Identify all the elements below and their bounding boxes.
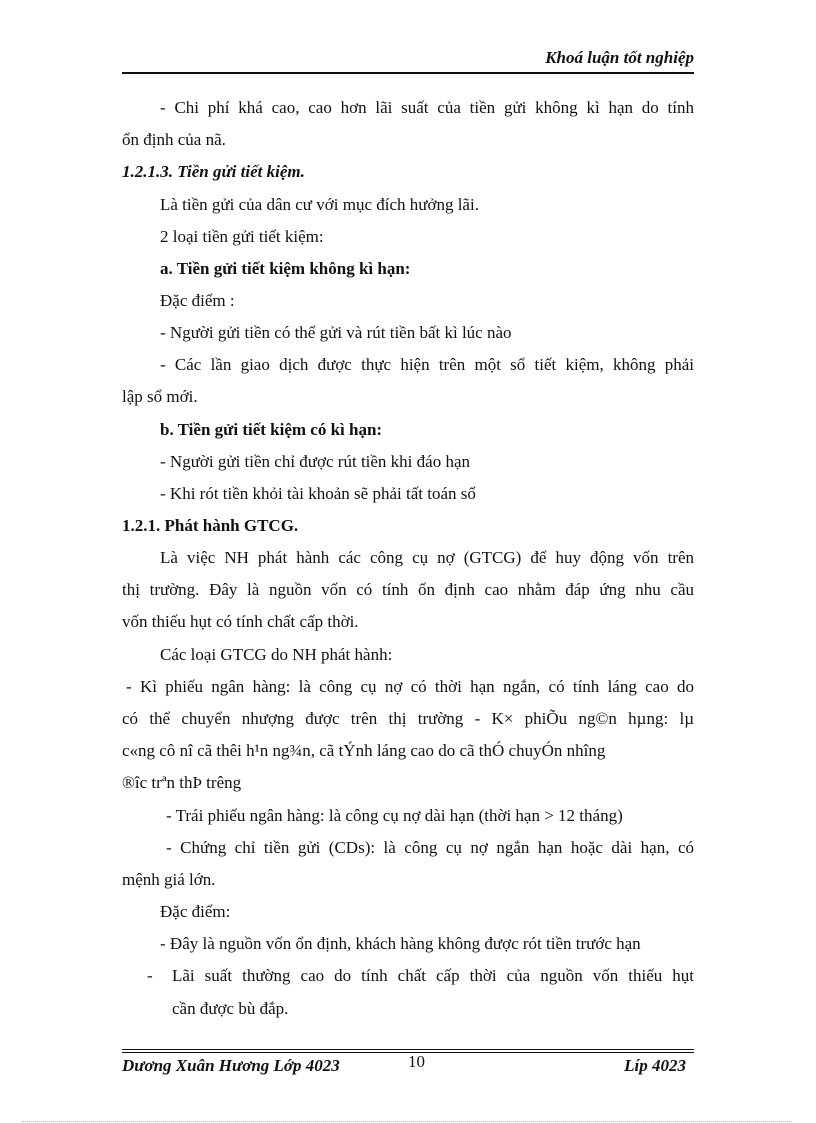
paragraph-line: ổn định của nã. [122, 130, 226, 149]
paragraph-line: lập sổ mới. [122, 387, 198, 406]
paragraph-line: Đặc điểm : [160, 291, 235, 310]
paragraph-line: Các loại GTCG do NH phát hành: [160, 645, 393, 664]
paragraph-line: mệnh giá lớn. [122, 870, 216, 889]
paragraph-line: ®îc trªn thÞ trêng [122, 773, 242, 792]
list-dash: - [147, 966, 153, 985]
page-border [22, 1121, 792, 1122]
section-heading: 1.2.1. Phát hành GTCG. [122, 516, 299, 535]
paragraph-line: 2 loại tiền gửi tiết kiệm: [160, 227, 324, 246]
header-title: Khoá luận tốt nghiệp [545, 48, 694, 67]
paragraph-line: vốn thiếu hụt có tính chất cấp thời. [122, 612, 359, 631]
paragraph-line: - Các lần giao dịch được thực hiện trên một sổ tiết kiệm, không phải [160, 355, 694, 374]
footer-author: Dương Xuân Hương Lớp 4023 [122, 1056, 340, 1075]
subsection-heading: b. Tiền gửi tiết kiệm có kì hạn: [160, 420, 383, 439]
paragraph-line: - Người gửi tiền có thể gửi và rút tiền bất kì lúc nào [160, 323, 512, 342]
paragraph-line: thị trường. Đây là nguồn vốn có tính ổn định cao nhằm đáp ứng nhu cầu [122, 580, 694, 599]
paragraph-line: Là tiền gửi của dân cư với mục đích hưởng lãi. [160, 195, 479, 214]
paragraph-line: - Khi rót tiền khỏi tài khoản sẽ phải tất toán sổ [160, 484, 476, 503]
paragraph-line: - Trái phiếu ngân hàng: là công cụ nợ dài hạn (thời hạn > 12 tháng) [166, 806, 623, 825]
subsection-heading: a. Tiền gửi tiết kiệm không kì hạn: [160, 259, 411, 278]
header-rule [122, 72, 694, 74]
paragraph-line: - Chi phí khá cao, cao hơn lãi suất của tiền gửi không kì hạn do tính [160, 98, 694, 117]
footer-rule [122, 1049, 694, 1050]
paragraph-line: Là việc NH phát hành các công cụ nợ (GTCG) để huy động vốn trên [160, 548, 694, 567]
paragraph-line: Lãi suất thường cao do tính chất cấp thời của nguồn vốn thiếu hụt [172, 966, 694, 985]
page-number: 10 [408, 1052, 425, 1071]
paragraph-line: - Chứng chỉ tiền gửi (CDs): là công cụ nợ ngắn hạn hoặc dài hạn, có [166, 838, 694, 857]
paragraph-line: Đặc điểm: [160, 902, 231, 921]
paragraph-line: cần được bù đắp. [172, 999, 289, 1018]
paragraph-line: - Kì phiếu ngân hàng: là công cụ nợ có thời hạn ngắn, có tính láng cao do [126, 677, 694, 696]
section-heading: 1.2.1.3. Tiền gửi tiết kiệm. [122, 162, 305, 181]
footer-class: Líp 4023 [624, 1056, 686, 1075]
paragraph-line: - Đây là nguồn vốn ổn định, khách hàng không được rót tiền trước hạn [160, 934, 641, 953]
paragraph-line: - Người gửi tiền chỉ được rút tiền khi đáo hạn [160, 452, 471, 471]
paragraph-line: có thể chuyển nhượng được trên thị trường - K× phiÕu ng©n hµng: lµ [122, 709, 694, 728]
paragraph-line: c«ng cô nî cã thêi h¹n ng¾n, cã tÝnh láng cao do cã thÓ chuyÓn nhîng [122, 741, 606, 760]
